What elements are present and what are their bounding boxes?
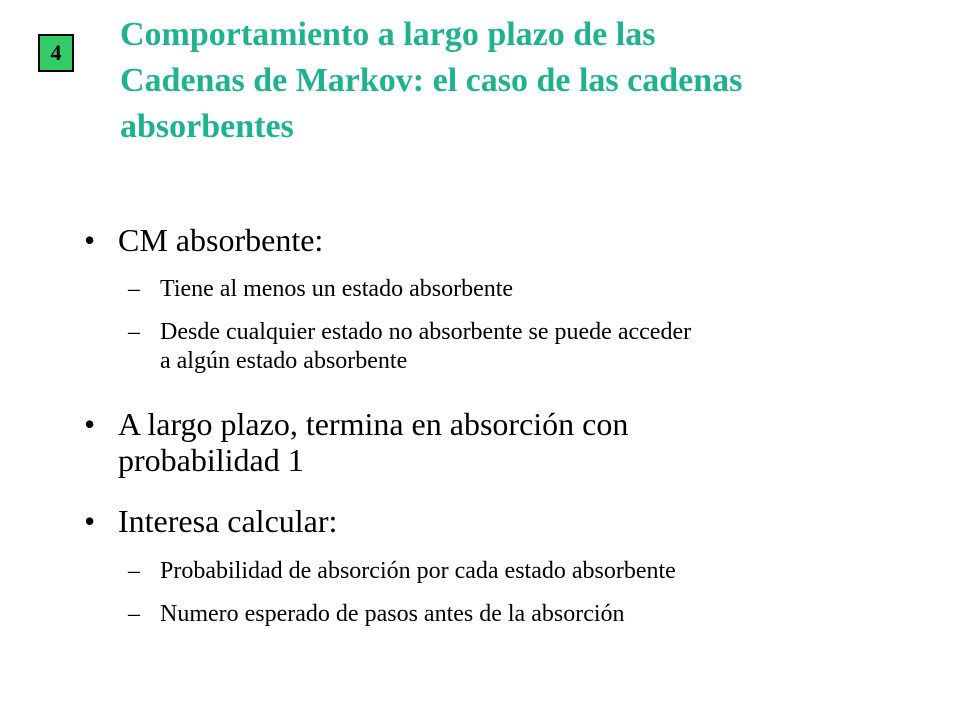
sub-bullet-marker: – xyxy=(128,601,140,627)
sub-bullet-marker: – xyxy=(128,276,140,302)
bullet-marker: • xyxy=(84,503,96,539)
bullet-text: CM absorbente: xyxy=(118,222,324,258)
slide-number-badge: 4 xyxy=(38,34,74,72)
sub-bullet-text-line-1: Desde cualquier estado no absorbente se puede acceder xyxy=(160,319,692,345)
slide-title-line-2: Cadenas de Markov: el caso de las cadenas xyxy=(120,62,743,99)
bullet-text-line-2: probabilidad 1 xyxy=(118,442,304,478)
bullet-text-line-1: A largo plazo, termina en absorción con xyxy=(118,406,629,442)
slide-title-line-3: absorbentes xyxy=(120,108,294,145)
sub-bullet-text: Probabilidad de absorción por cada estado absorbente xyxy=(160,558,676,584)
sub-bullet-text: Numero esperado de pasos antes de la absorción xyxy=(160,601,625,627)
bullet-marker: • xyxy=(84,222,96,258)
sub-bullet-text: Tiene al menos un estado absorbente xyxy=(160,276,514,302)
bullet-marker: • xyxy=(84,406,96,442)
bullet-text: Interesa calcular: xyxy=(118,503,338,539)
sub-bullet-marker: – xyxy=(128,558,140,584)
sub-bullet-text-line-2: a algún estado absorbente xyxy=(160,348,408,374)
sub-bullet-marker: – xyxy=(128,319,140,345)
slide-title-line-1: Comportamiento a largo plazo de las xyxy=(120,16,656,53)
